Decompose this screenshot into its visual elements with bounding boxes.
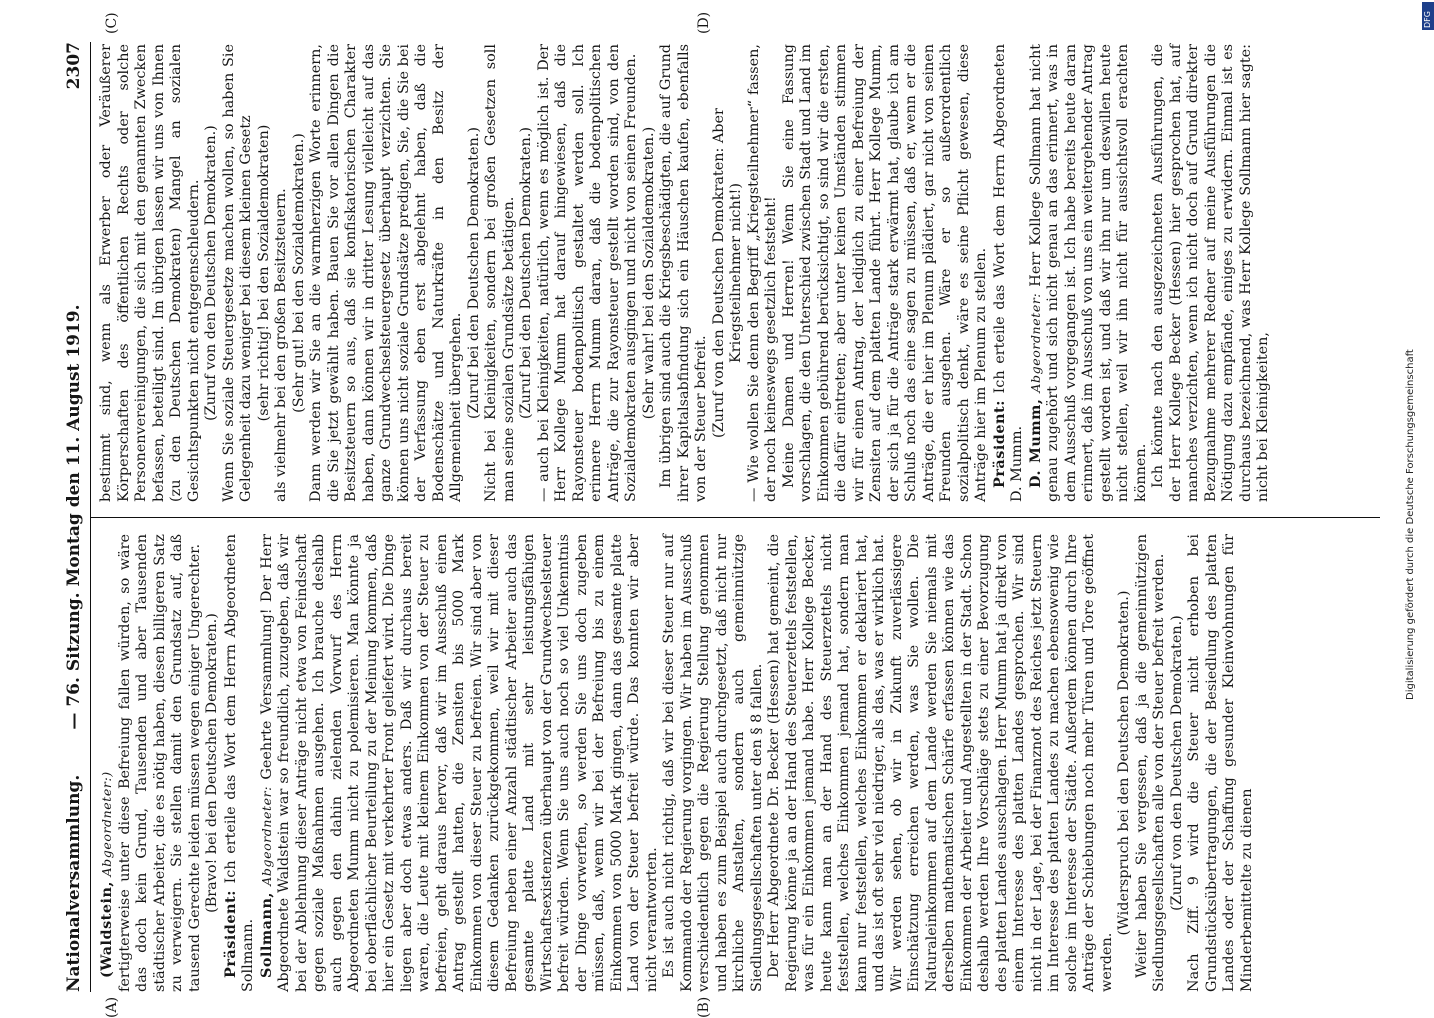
- paragraph: fertigterweise unter diese Befreiung fallen würden, so wäre das doch kein Grund, Tausenden und aber Tausenden städtischer Arbeiter, die es nötig haben, diesen billigeren Satz zu verweigern. Sie stellen damit den Grundsatz auf, daß tausend Gerechte leiden müssen wegen einiger Ungerechter.: [116, 534, 203, 992]
- speaker-name: (Waldstein,: [98, 881, 115, 978]
- paragraph: Es ist auch nicht richtig, daß wir bei dieser Steuer nur auf Kommando der Regierung vorgingen. Wir haben im Ausschuß verschiedentlich gegen die Regierung Stellung genommen und haben es zum Beispiel auch durchgesetzt, daß nicht nur kirchliche Anstalten, sondern auch gemeinnützige Siedlungsgesellschaften unter den § 8 fallen.: [661, 534, 765, 992]
- speaker-paragraph: [1027, 44, 1151, 502]
- margin-letter-c: (C): [104, 12, 120, 34]
- interjection: (Zuruf bei den Deutschen Demokraten.): [518, 127, 534, 419]
- margin-letter-b: (B): [696, 996, 712, 1018]
- paragraph: bestimmt sind, wenn als Erwerber oder Veräußerer Körperschaften des öffentlichen Rechts oder solche Personenvereinigungen, die sich mit den genannten Zwecken befassen, beteiligt sind. Im übrigen lassen wir uns von Ihnen (zu den Deutschen Demokraten) Mangel an sozialen Gesichtspunkten nicht entgegenschleudern.: [98, 44, 202, 502]
- column-divider: [90, 517, 1380, 518]
- paragraph: Meine Damen und Herren! Wenn Sie eine Fassung vorschlagen, die den Unterschied zwischen Stadt und Land im Einkommen gebührend berücksichtigt, so sind wir die ersten, die dafür eintreten; aber unter keinen Umständen stimmen wir für einen Antrag, der lediglich zu einer Befreiung der Zensiten auf dem platten Lande führt. Herr Kollege Mumm, der sich ja für die Anträge stark erwärmt hat, glaube ich am Schluß noch das eine sagen zu müssen, daß er, wenn er die Anträge, die er hier im Plenum plädiert, gar nicht von seinen Freunden ausgehen. Wäre er so außerordentlich sozialpolitisch denkt, wäre es seine Pflicht gewesen, diese Anträge hier im Plenum zu stellen.: [780, 44, 989, 502]
- right-column: [98, 44, 1273, 502]
- running-header: [60, 42, 88, 992]
- interjection: (Sehr wahr! bei den Sozialdemokraten.): [640, 126, 657, 420]
- dfg-logo-text: DFG: [1423, 11, 1432, 28]
- interjection: (Sehr gut! bei den Sozialdemokraten.): [290, 133, 307, 413]
- speaker-name: Präsident:: [221, 890, 239, 978]
- paragraph: Im übrigen sind auch die Kriegsbeschädigten, die auf Grund ihrer Kapitalsabfindung sich ein Häuschen kaufen, ebenfalls von der Steuer befreit.: [658, 44, 709, 502]
- paragraph: Nicht bei Kleinigkeiten, sondern bei großen Gesetzen soll man seine sozialen Grundsätze betätigen.: [483, 44, 517, 502]
- header-title: Nationalversammlung.: [64, 774, 84, 992]
- speech-text: Herr Kollege Sollmann hat nicht genau zugehört und sich nicht genau an das erinnert, was in dem Ausschuß vorgegangen ist. Ich habe bereits heute daran erinnert, daß im Ausschuß von uns ein weitergehender Antrag gestellt worden ist, und daß wir ihn nur um deswillen heute nicht stellen, weil wir ihn nicht für aussichtsvoll erachten können.: [1027, 44, 1149, 502]
- digitization-note: Digitalisierung gefördert durch die Deutsche Forschungsgemeinschaft: [1405, 349, 1416, 700]
- interjection: (Zuruf bei den Deutschen Demokraten.): [465, 127, 482, 419]
- speaker-paragraph: [991, 44, 1027, 502]
- interjection: (Zuruf von den Deutschen Demokraten: Aber Kriegsteilnehmer nicht!): [710, 108, 744, 438]
- speech-text: Ich erteile das Wort dem Herrn Abgeordneten D. Mumm.: [991, 44, 1025, 502]
- paragraph: Nach Ziff. 9 wird die Steuer nicht erhoben bei Grundstücksübertragungen, die der Besiedlung des platten Landes oder der Schaffung gesunder Kleinwohnungen für Minderbemittelte zu dienen: [1186, 534, 1255, 992]
- interjection: (sehr richtig! bei den Sozialdemokraten): [255, 124, 272, 422]
- speaker-name: Sollmann,: [257, 892, 275, 978]
- paragraph: Der Herr Abgeordnete Dr. Becker (Hessen) hat gemeint, die Regierung könne ja an der Hand des Steuerzettels feststellen, was für ein Einkommen jemand habe. Herr Kollege Becker, heute kann man an der Hand des Steuerzettels nicht feststellen, welches Einkommen jemand hat, sondern man kann nur feststellen, welches Einkommen er deklariert hat, und das ist oft sehr viel niedriger, als das, was er wirklich hat. Wir werden sehen, ob wir in Zukunft zuverlässigere Einschätzung erreichen werden, was Sie wollen. Die Naturaleinkommen auf dem Lande werden Sie niemals mit derselben mathematischen Schärfe erfassen können wie das Einkommen der Arbeiter und Angestellten in der Stadt. Schon deshalb werden Ihre Vorschläge stets zu einer Bevorzugung des platten Landes ausschlagen. Herr Mumm hat ja direkt von einem Interesse des platten Landes gesprochen. Wir sind nicht in der Lage, bei der Finanznot des Reiches jetzt Steuern im Interesse des platten Landes zu machen ebensowenig wie solche im Interesse der Städte. Außerdem können durch Ihre Anträge der Schiebungen noch mehr Türen und Tore geöffnet werden.: [766, 534, 1115, 992]
- speaker-role: Abgeordneter:): [99, 771, 114, 877]
- speaker-name: Präsident:: [990, 400, 1008, 488]
- speaker-paragraph: [222, 534, 258, 992]
- speech-text: Geehrte Versammlung! Der Herr Abgeordnete Waldstein war so freundlich, zuzugeben, daß wir bei der Ablehnung dieser Anträge nicht etwa von Feindschaft gegen soziale Maßnahmen ausgehen. Ich brauche deshalb auch gegen den dahin zielenden Vorwurf des Herrn Abgeordneten Mumm nicht zu polemisieren. Man könnte ja bei oberflächlicher Beurteilung zu der Meinung kommen, daß hier ein Gesetz mit verkehrter Front geliefert wird. Die Dinge liegen aber doch etwas anders. Daß wir durchaus bereit waren, die Leute mit kleinem Einkommen von der Steuer zu befreien, geht daraus hervor, daß wir im Ausschuß einen Antrag gestellt hatten, die Zensiten bis 5000 Mark Einkommen von dieser Steuer zu befreien. Wir sind aber von diesem Gedanken zurückgekommen, weil wir mit dieser Befreiung neben einer Anzahl städtischer Arbeiter auch das gesamte platte Land mit sehr leistungsfähigen Wirtschaftsexistenzen überhaupt von der Grundwechselsteuer befreit würden. Wenn Sie uns auch noch so viel Unkenntnis der Dinge vorwerfen, so werden Sie uns doch zugeben müssen, daß, wenn wir bei der Befreiung bis zu einem Einkommen von 5000 Mark gingen, dann das gesamte platte Land von der Steuer befreit würde. Das konnten wir aber nicht verantworten.: [258, 533, 660, 992]
- paragraph: Weiter haben Sie vergessen, daß ja die gemeinnützigen Siedlungsgesellschaften alle von der Steuer befreit werden.: [1133, 534, 1167, 992]
- speaker-role: Abgeordneter:: [258, 785, 274, 886]
- margin-letter-a: (A): [104, 996, 120, 1018]
- paragraph: Dann werden wir Sie an die warmherzigen Worte erinnern, die Sie jetzt gewählt haben. Bauen Sie vor allen Dingen die Besitzsteuern so aus, daß sie konfiskatorischen Charakter haben, dann können wir in dritter Lesung vielleicht auf das ganze Grundwechselsteuergesetz überhaupt verzichten. Sie können uns nicht soziale Grundsätze predigen, Sie, die Sie bei der Verfassung eben erst abgelehnt haben, daß die Bodenschätze und Naturkräfte in den Besitz der Allgemeinheit übergehen.: [308, 44, 464, 502]
- speaker-paragraph: [258, 534, 662, 992]
- speaker-name: D. Mumm,: [1026, 398, 1044, 488]
- margin-letter-d: (D): [696, 11, 712, 34]
- header-session-date: — 76. Sitzung. Montag den 11. August 1919.: [64, 304, 84, 730]
- speech-text: Ich erteile das Wort dem Herrn Abgeordneten Sollmann.: [222, 534, 256, 992]
- paragraph: Wenn Sie soziale Steuergesetze machen wollen, so haben Sie Gelegenheit dazu weniger bei diesem kleinen Gesetz: [220, 44, 254, 502]
- paragraph: — Wie wollen Sie denn den Begriff „Kriegsteilnehmer“ fassen, der noch keineswegs gesetzlich feststeht!: [745, 44, 779, 502]
- paragraph: Ich könnte nach den ausgezeichneten Ausführungen, die der Herr Kollege Becker (Hessen) hier gesprochen hat, auf manches verzichten, wenn ich nicht doch auf Grund direkter Bezugnahme mehrerer Redner auf meine Ausführungen die Nötigung dazu empfände, einiges zu erwidern. Einmal ist es durchaus bezeichnend, was Herr Kollege Sollmann hier sagte: nicht bei Kleinigkeiten,: [1150, 44, 1271, 502]
- speaker-paragraph: [98, 534, 117, 992]
- paragraph: — auch bei Kleinigkeiten, natürlich, wenn es möglich ist. Der Herr Kollege Mumm hat darauf hingewiesen, daß die Rayonsteuer bodenpolitisch gestaltet werden soll. Ich erinnere Herrn Mumm daran, daß die bodenpolitischen Anträge, die zur Rayonsteuer gestellt worden sind, von den Sozialdemokraten ausgingen und nicht von seinen Freunden.: [535, 44, 639, 502]
- interjection: (Widerspruch bei den Deutschen Demokraten.): [1116, 590, 1132, 936]
- speaker-role: Abgeordneter:: [1027, 292, 1043, 393]
- left-column: [98, 534, 1256, 992]
- interjection: (Zuruf von den Deutschen Demokraten.): [1168, 615, 1185, 911]
- rotated-page: [60, 11, 1380, 1018]
- interjection: (Bravo! bei den Deutschen Demokraten.): [204, 613, 220, 913]
- interjection: (Zuruf von den Deutschen Demokraten.): [203, 125, 219, 421]
- paragraph: als vielmehr bei den großen Besitzsteuern.: [273, 188, 289, 502]
- page-number: 2307: [64, 42, 84, 90]
- digitization-strip: [1422, 0, 1434, 1000]
